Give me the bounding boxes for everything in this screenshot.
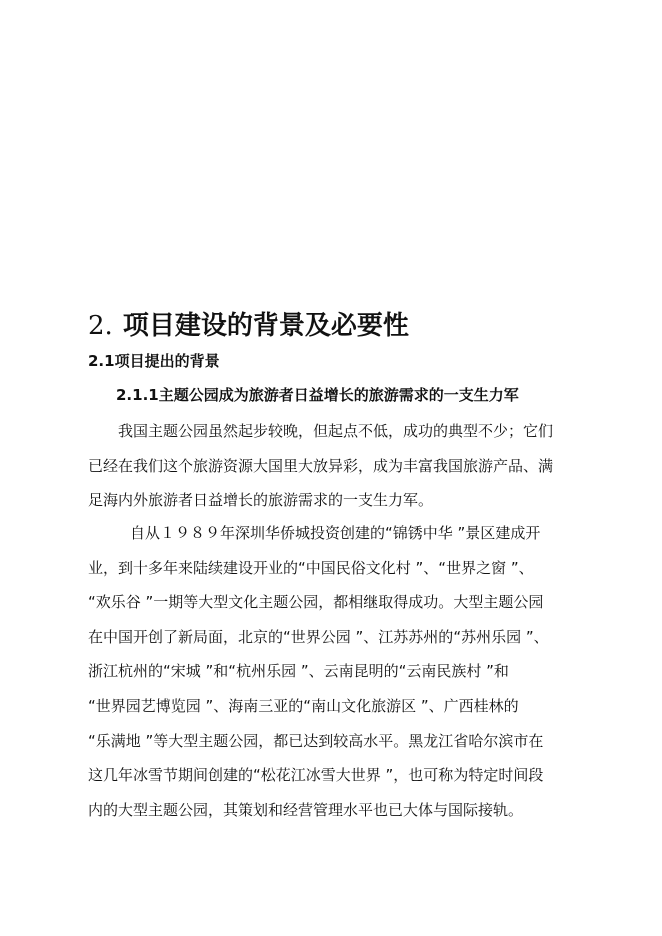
subsubsection-heading: 2.1.1主题公园成为旅游者日益增长的旅游需求的一支生力军: [116, 386, 519, 404]
paragraph-line: 在中国开创了新局面，北京的“世界公园 ”、江苏苏州的“苏州乐园 ”、: [88, 627, 549, 646]
section-number: 2.: [88, 311, 113, 341]
paragraph-line: “乐满地 ”等大型主题公园，都已达到较高水平。黑龙江省哈尔滨市在: [88, 731, 544, 750]
paragraph-line: “世界园艺博览园 ”、海南三亚的“南山文化旅游区 ”、广西桂林的: [88, 696, 519, 715]
paragraph-2: [88, 516, 578, 827]
paragraph-line: 浙江杭州的“宋城 ”和“杭州乐园 ”、云南昆明的“云南民族村 ”和: [88, 662, 509, 681]
paragraph-1: [88, 414, 578, 518]
paragraph-line: 已经在我们这个旅游资源大国里大放异彩，成为丰富我国旅游产品、满: [88, 456, 554, 475]
section-heading: [88, 306, 608, 346]
paragraph-line: 这几年冰雪节期间创建的“松花江冰雪大世界 ”，也可称为特定时间段: [88, 766, 544, 785]
paragraph-line: 足海内外旅游者日益增长的旅游需求的一支生力军。: [88, 491, 434, 510]
subsection-heading: 2.1项目提出的背景: [88, 352, 220, 370]
paragraph-line: 业，到十多年来陆续建设开业的“中国民俗文化村 ”、“世界之窗 ”、: [88, 558, 534, 577]
section-title: 项目建设的背景及必要性: [122, 311, 409, 341]
paragraph-line: 内的大型主题公园，其策划和经营管理水平也已大体与国际接轨。: [88, 800, 524, 819]
paragraph-line: “欢乐谷 ”一期等大型文化主题公园，都相继取得成功。大型主题公园: [88, 593, 544, 612]
paragraph-line: 我国主题公园虽然起步较晚，但起点不低，成功的典型不少；它们: [118, 422, 554, 440]
paragraph-line: 自从１９８９年深圳华侨城投资创建的“锦锈中华 ”景区建成开: [130, 524, 541, 542]
